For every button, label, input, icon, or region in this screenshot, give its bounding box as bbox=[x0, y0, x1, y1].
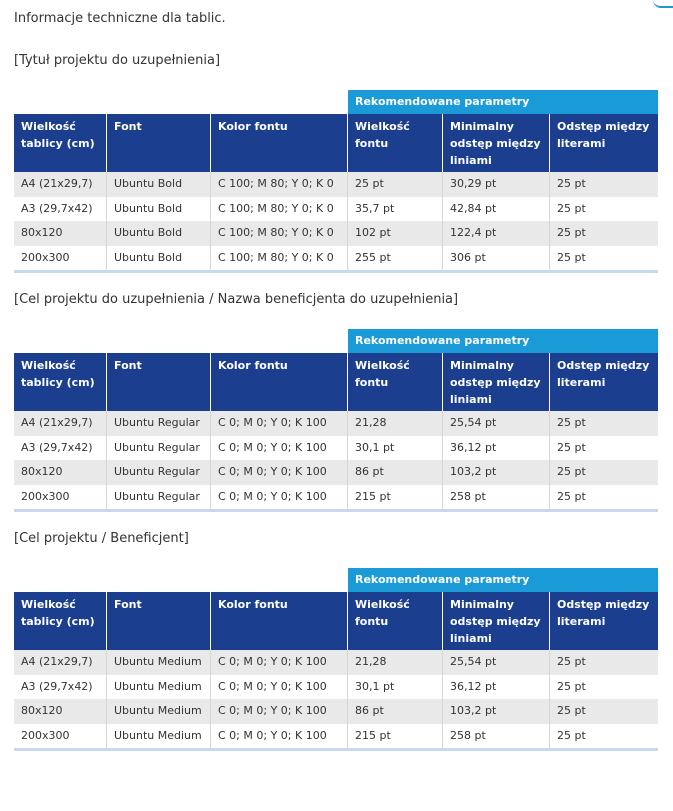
column-header-color: Kolor fontu bbox=[211, 114, 348, 172]
table-cell: C 0; M 0; Y 0; K 100 bbox=[211, 460, 348, 485]
table-header-row bbox=[14, 114, 658, 172]
table-row bbox=[14, 197, 658, 222]
table-cell: 215 pt bbox=[348, 485, 443, 510]
table-cell: C 0; M 0; Y 0; K 100 bbox=[211, 436, 348, 461]
column-header-letter-spacing: Odstęp między literami bbox=[557, 120, 650, 150]
table-cell: 25 pt bbox=[348, 172, 443, 197]
table-cell: 25 pt bbox=[557, 440, 586, 454]
column-header-min-spacing: Minimalny odstęp między liniami bbox=[443, 592, 550, 650]
table-row bbox=[14, 411, 658, 436]
table-cell: 80x120 bbox=[14, 699, 107, 724]
column-header-min-spacing: Minimalny odstęp między liniami bbox=[443, 353, 550, 411]
recommended-header-row bbox=[14, 329, 658, 353]
table-cell: 36,12 pt bbox=[443, 436, 550, 461]
table-cell: 86 pt bbox=[348, 699, 443, 724]
table-cell: Ubuntu Regular bbox=[107, 436, 211, 461]
table-cell: A4 (21x29,7) bbox=[14, 650, 107, 675]
table-cell: 25 pt bbox=[557, 704, 586, 717]
table-cell: 306 pt bbox=[443, 246, 550, 271]
table-cell: Ubuntu Medium bbox=[107, 724, 211, 749]
table-row bbox=[14, 699, 658, 724]
table-cell: 25 pt bbox=[557, 679, 586, 693]
table-cell: 103,2 pt bbox=[443, 460, 550, 485]
column-header-size: Wielkość tablicy (cm) bbox=[14, 592, 107, 650]
table-cell: Ubuntu Medium bbox=[107, 650, 211, 675]
table-row bbox=[14, 436, 658, 461]
table-cell: 21,28 bbox=[348, 650, 443, 675]
table-cell: 25 pt bbox=[557, 416, 586, 429]
section-title: [Cel projektu / Beneficjent] bbox=[14, 531, 189, 546]
table-cell: 258 pt bbox=[443, 485, 550, 510]
table-cell: 25,54 pt bbox=[443, 650, 550, 675]
section-title: [Cel projektu do uzupełnienia / Nazwa beneficjenta do uzupełnienia] bbox=[14, 292, 459, 307]
recommended-header-row bbox=[14, 568, 658, 592]
table-cell: A3 (29,7x42) bbox=[14, 675, 107, 700]
table-cell: Ubuntu Bold bbox=[107, 172, 211, 197]
table-row bbox=[14, 650, 658, 675]
parameters-table bbox=[14, 329, 658, 512]
table-cell: Ubuntu Regular bbox=[107, 411, 211, 436]
table-cell: 86 pt bbox=[348, 460, 443, 485]
table-cell: 200x300 bbox=[14, 485, 107, 510]
column-header-font-size: Wielkość fontu bbox=[348, 592, 443, 650]
table-cell: 25 pt bbox=[557, 489, 586, 503]
table-cell: C 0; M 0; Y 0; K 100 bbox=[211, 699, 348, 724]
table-cell: A4 (21x29,7) bbox=[14, 411, 107, 436]
table-cell: Ubuntu Medium bbox=[107, 675, 211, 700]
table-cell: 200x300 bbox=[14, 724, 107, 749]
table-cell: C 0; M 0; Y 0; K 100 bbox=[211, 650, 348, 675]
table-cell: C 0; M 0; Y 0; K 100 bbox=[211, 411, 348, 436]
column-header-letter-spacing: Odstęp między literami bbox=[557, 598, 650, 628]
table-cell: 258 pt bbox=[443, 724, 550, 749]
column-header-font: Font bbox=[107, 592, 211, 650]
column-header-min-spacing: Minimalny odstęp między liniami bbox=[443, 114, 550, 172]
column-header-color: Kolor fontu bbox=[211, 353, 348, 411]
table-header-row bbox=[14, 592, 658, 650]
table-cell: A4 (21x29,7) bbox=[14, 172, 107, 197]
parameters-table bbox=[14, 90, 658, 273]
recommended-parameters-label: Rekomendowane parametry bbox=[348, 568, 658, 592]
column-header-color: Kolor fontu bbox=[211, 592, 348, 650]
table-cell: 25 pt bbox=[557, 177, 586, 190]
parameters-table bbox=[14, 568, 658, 751]
table-cell: C 100; M 80; Y 0; K 0 bbox=[211, 246, 348, 271]
recommended-parameters-label: Rekomendowane parametry bbox=[348, 329, 658, 353]
table-cell: Ubuntu Medium bbox=[107, 699, 211, 724]
column-header-letter-spacing: Odstęp między literami bbox=[557, 359, 650, 389]
table-cell: 25 pt bbox=[557, 728, 586, 742]
table-cell: C 0; M 0; Y 0; K 100 bbox=[211, 485, 348, 510]
table-cell: 21,28 bbox=[348, 411, 443, 436]
table-cell: 25 pt bbox=[557, 250, 586, 264]
table-header-row bbox=[14, 353, 658, 411]
table-cell: Ubuntu Bold bbox=[107, 197, 211, 222]
table-cell: 215 pt bbox=[348, 724, 443, 749]
table-cell: C 100; M 80; Y 0; K 0 bbox=[211, 221, 348, 246]
table-cell: 255 pt bbox=[348, 246, 443, 271]
table-cell: A3 (29,7x42) bbox=[14, 197, 107, 222]
table-cell: 200x300 bbox=[14, 246, 107, 271]
table-cell: 80x120 bbox=[14, 221, 107, 246]
table-cell: 25 pt bbox=[557, 226, 586, 239]
section-title: [Tytuł projektu do uzupełnienia] bbox=[14, 53, 221, 68]
table-cell: C 0; M 0; Y 0; K 100 bbox=[211, 675, 348, 700]
table-cell: C 100; M 80; Y 0; K 0 bbox=[211, 172, 348, 197]
column-header-size: Wielkość tablicy (cm) bbox=[14, 353, 107, 411]
column-header-font-size: Wielkość fontu bbox=[348, 114, 443, 172]
intro-text: Informacje techniczne dla tablic. bbox=[14, 11, 226, 26]
table-cell: 25 pt bbox=[557, 655, 586, 668]
table-bottom-rule bbox=[14, 270, 658, 273]
table-cell: 30,1 pt bbox=[348, 675, 443, 700]
recommended-header-row bbox=[14, 90, 658, 114]
recommended-parameters-label: Rekomendowane parametry bbox=[348, 90, 658, 114]
table-row bbox=[14, 246, 658, 271]
table-cell: A3 (29,7x42) bbox=[14, 436, 107, 461]
table-row bbox=[14, 221, 658, 246]
column-header-font-size: Wielkość fontu bbox=[348, 353, 443, 411]
table-cell: 30,1 pt bbox=[348, 436, 443, 461]
table-cell: 42,84 pt bbox=[443, 197, 550, 222]
table-row bbox=[14, 172, 658, 197]
table-cell: 25,54 pt bbox=[443, 411, 550, 436]
table-row bbox=[14, 485, 658, 510]
table-row bbox=[14, 724, 658, 749]
column-header-font: Font bbox=[107, 353, 211, 411]
table-cell: Ubuntu Regular bbox=[107, 485, 211, 510]
table-cell: C 100; M 80; Y 0; K 0 bbox=[211, 197, 348, 222]
table-cell: 30,29 pt bbox=[443, 172, 550, 197]
table-cell: 25 pt bbox=[557, 465, 586, 478]
column-header-size: Wielkość tablicy (cm) bbox=[14, 114, 107, 172]
table-cell: 36,12 pt bbox=[443, 675, 550, 700]
table-cell: 103,2 pt bbox=[443, 699, 550, 724]
table-bottom-rule bbox=[14, 748, 658, 751]
table-row bbox=[14, 675, 658, 700]
table-cell: 102 pt bbox=[348, 221, 443, 246]
table-cell: Ubuntu Regular bbox=[107, 460, 211, 485]
table-cell: 35,7 pt bbox=[348, 197, 443, 222]
corner-accent bbox=[653, 0, 673, 8]
table-cell: Ubuntu Bold bbox=[107, 221, 211, 246]
table-cell: 122,4 pt bbox=[443, 221, 550, 246]
table-row bbox=[14, 460, 658, 485]
table-cell: 25 pt bbox=[557, 201, 586, 215]
column-header-font: Font bbox=[107, 114, 211, 172]
table-cell: C 0; M 0; Y 0; K 100 bbox=[211, 724, 348, 749]
table-cell: 80x120 bbox=[14, 460, 107, 485]
table-cell: Ubuntu Bold bbox=[107, 246, 211, 271]
table-bottom-rule bbox=[14, 509, 658, 512]
